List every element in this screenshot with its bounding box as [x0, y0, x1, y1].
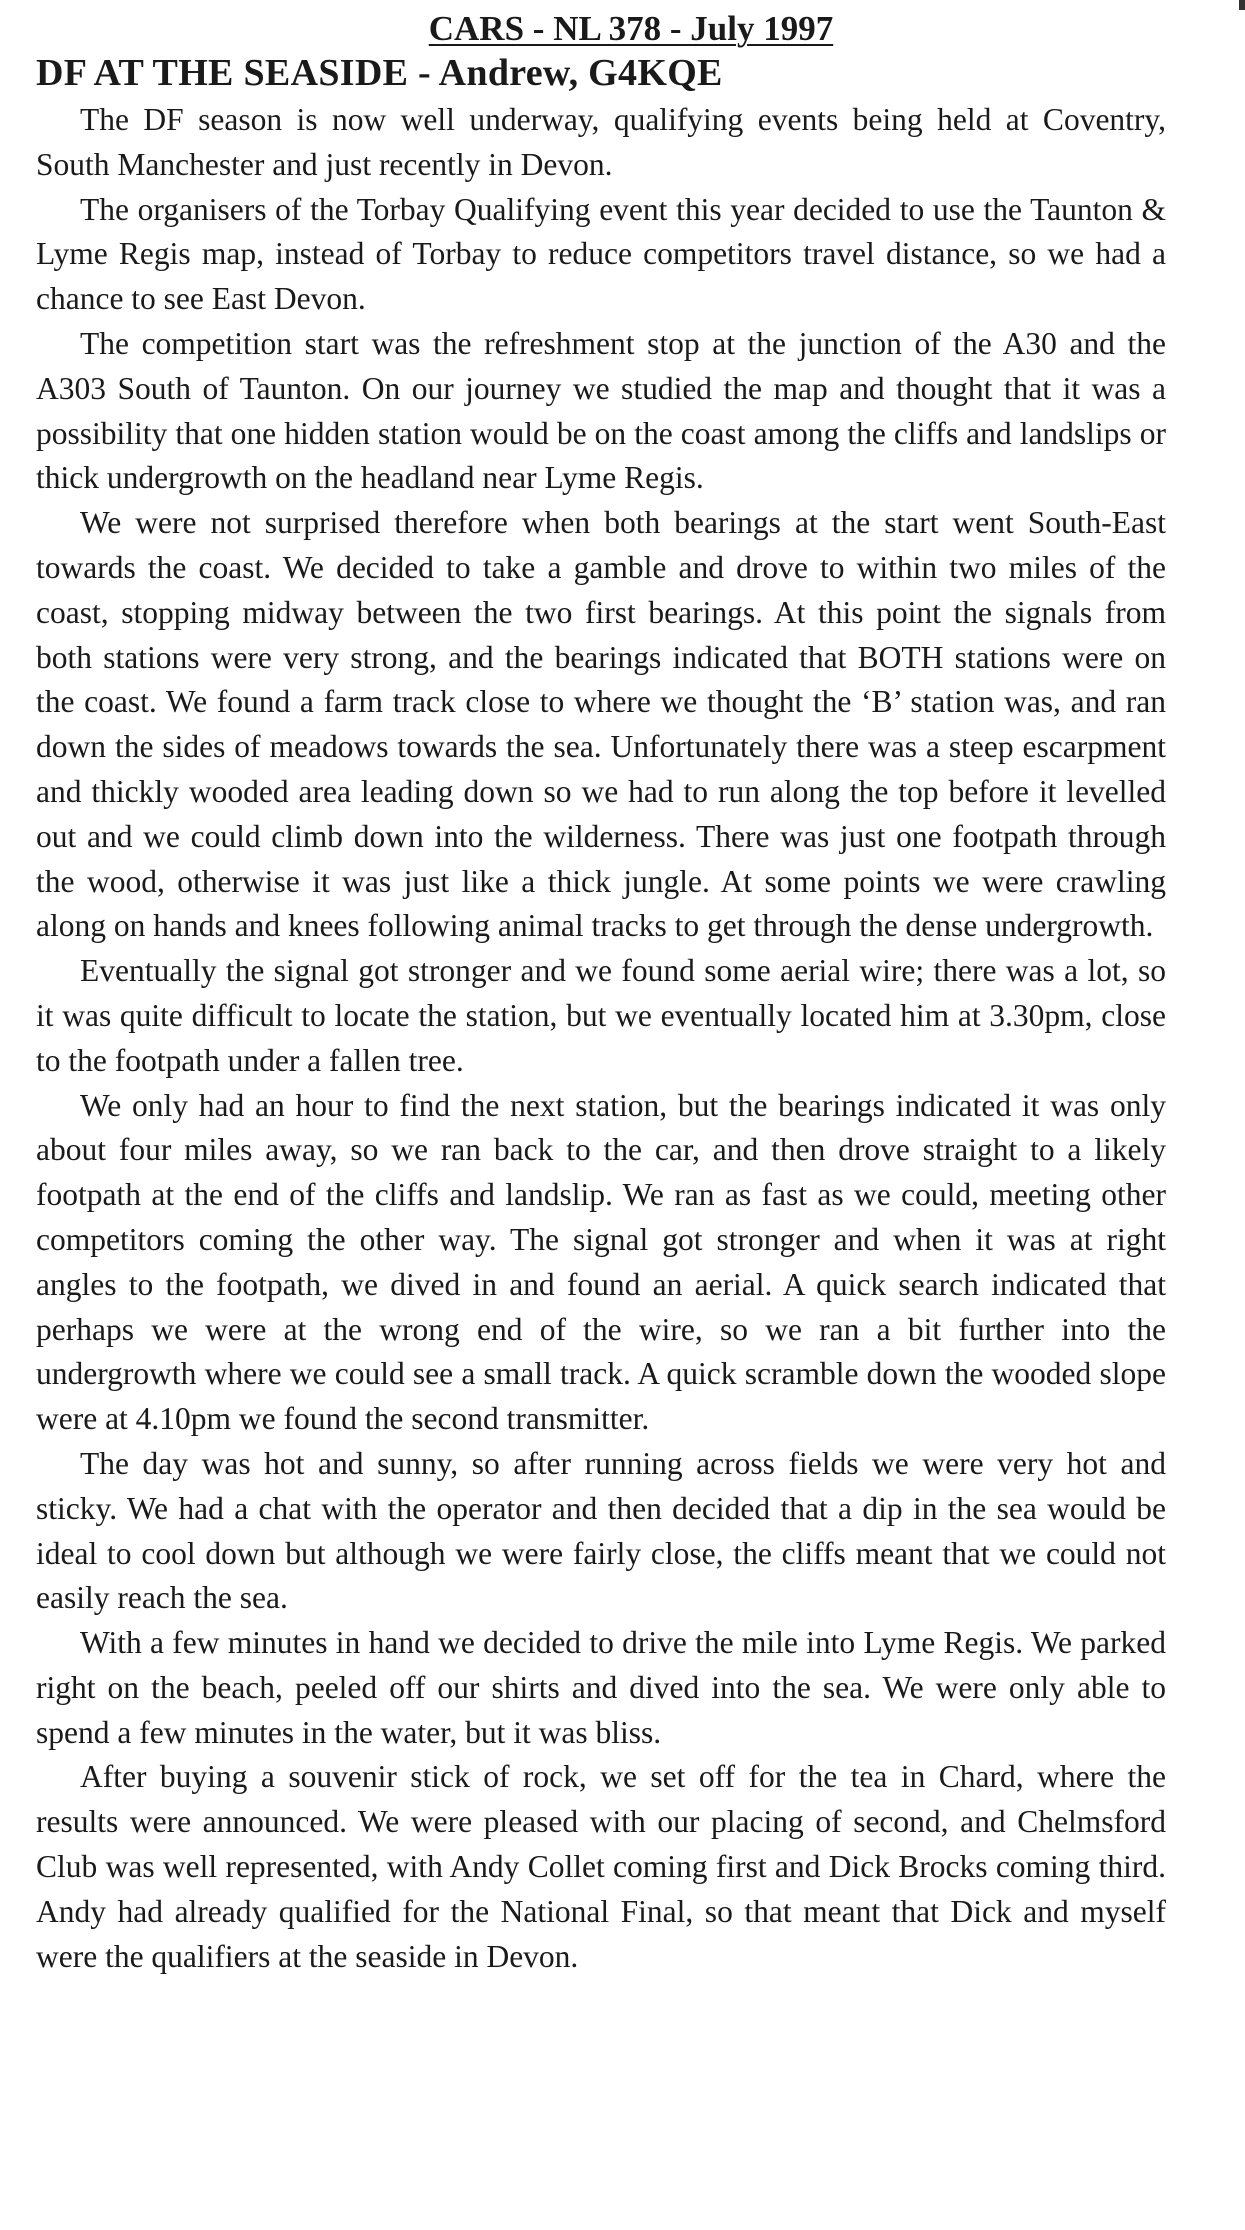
article-body: [36, 98, 1166, 1979]
paragraph: The day was hot and sunny, so after running across fields we were very hot and sticky. We had a chat with the operator and then decided that a dip in the sea would be ideal to cool down but although we were fairly close, the cliffs meant that we could not easily reach the sea.: [36, 1445, 1166, 1616]
paragraph: We only had an hour to find the next station, but the bearings indicated it was only about four miles away, so we ran back to the car, and then drove straight to a likely footpath at the end of the cliffs and landslip. We ran as fast as we could, meeting other competitors coming the other way. The signal got stronger and when it was at right angles to the footpath, we dived in and found an aerial. A quick search indicated that perhaps we were at the wrong end of the wire, so we ran a bit further into the undergrowth where we could see a small track. A quick scramble down the wooded slope were at 4.10pm we found the second transmitter.: [36, 1087, 1166, 1437]
paragraph: The organisers of the Torbay Qualifying event this year decided to use the Taunton & Lyme Regis map, instead of Torbay to reduce competitors travel distance, so we had a chance to see East Devon.: [36, 191, 1166, 317]
paragraph: Eventually the signal got stronger and we found some aerial wire; there was a lot, so it was quite difficult to locate the station, but we eventually located him at 3.30pm, close to the footpath under a fallen tree.: [36, 953, 1166, 1078]
newsletter-issue-title: CARS - NL 378 - July 1997: [428, 9, 834, 48]
article-title: DF AT THE SEASIDE - Andrew, G4KQE: [36, 52, 723, 94]
paragraph: The competition start was the refreshment stop at the junction of the A30 and the A303 South of Taunton. On our journey we studied the map and thought that it was a possibility that one hidden station would be on the coast among the cliffs and landslips or thick undergrowth on the headland near Lyme Regis.: [36, 325, 1166, 496]
newsletter-page: [36, 8, 1166, 1979]
paragraph: We were not surprised therefore when both bearings at the start went South-East towards the coast. We decided to take a gamble and drove to within two miles of the coast, stopping midway between the two first bearings. At this point the signals from both stations were very strong, and the bearings indicated that BOTH stations were on the coast. We found a farm track close to where we thought the ‘B’ station was, and ran down the sides of meadows towards the sea. Unfortunately there was a steep escarpment and thickly wooded area leading down so we had to run along the top before it levelled out and we could climb down into the wilderness. There was just one footpath through the wood, otherwise it was just like a thick jungle. At some points we were crawling along on hands and knees following animal tracks to get through the dense undergrowth.: [36, 505, 1166, 944]
paragraph: With a few minutes in hand we decided to drive the mile into Lyme Regis. We parked right on the beach, peeled off our shirts and dived into the sea. We were only able to spend a few minutes in the water, but it was bliss.: [36, 1625, 1166, 1750]
paragraph: The DF season is now well underway, qualifying events being held at Coventry, South Manchester and just recently in Devon.: [36, 102, 1166, 182]
paragraph: After buying a souvenir stick of rock, we set off for the tea in Chard, where the results were announced. We were pleased with our placing of second, and Chelmsford Club was well represented, with Andy Collet coming first and Dick Brocks coming third. Andy had already qualified for the National Final, so that meant that Dick and myself were the qualifiers at the seaside in Devon.: [36, 1759, 1166, 1974]
newsletter-header: [96, 8, 1166, 50]
scan-edge-mark: [1239, 0, 1245, 10]
